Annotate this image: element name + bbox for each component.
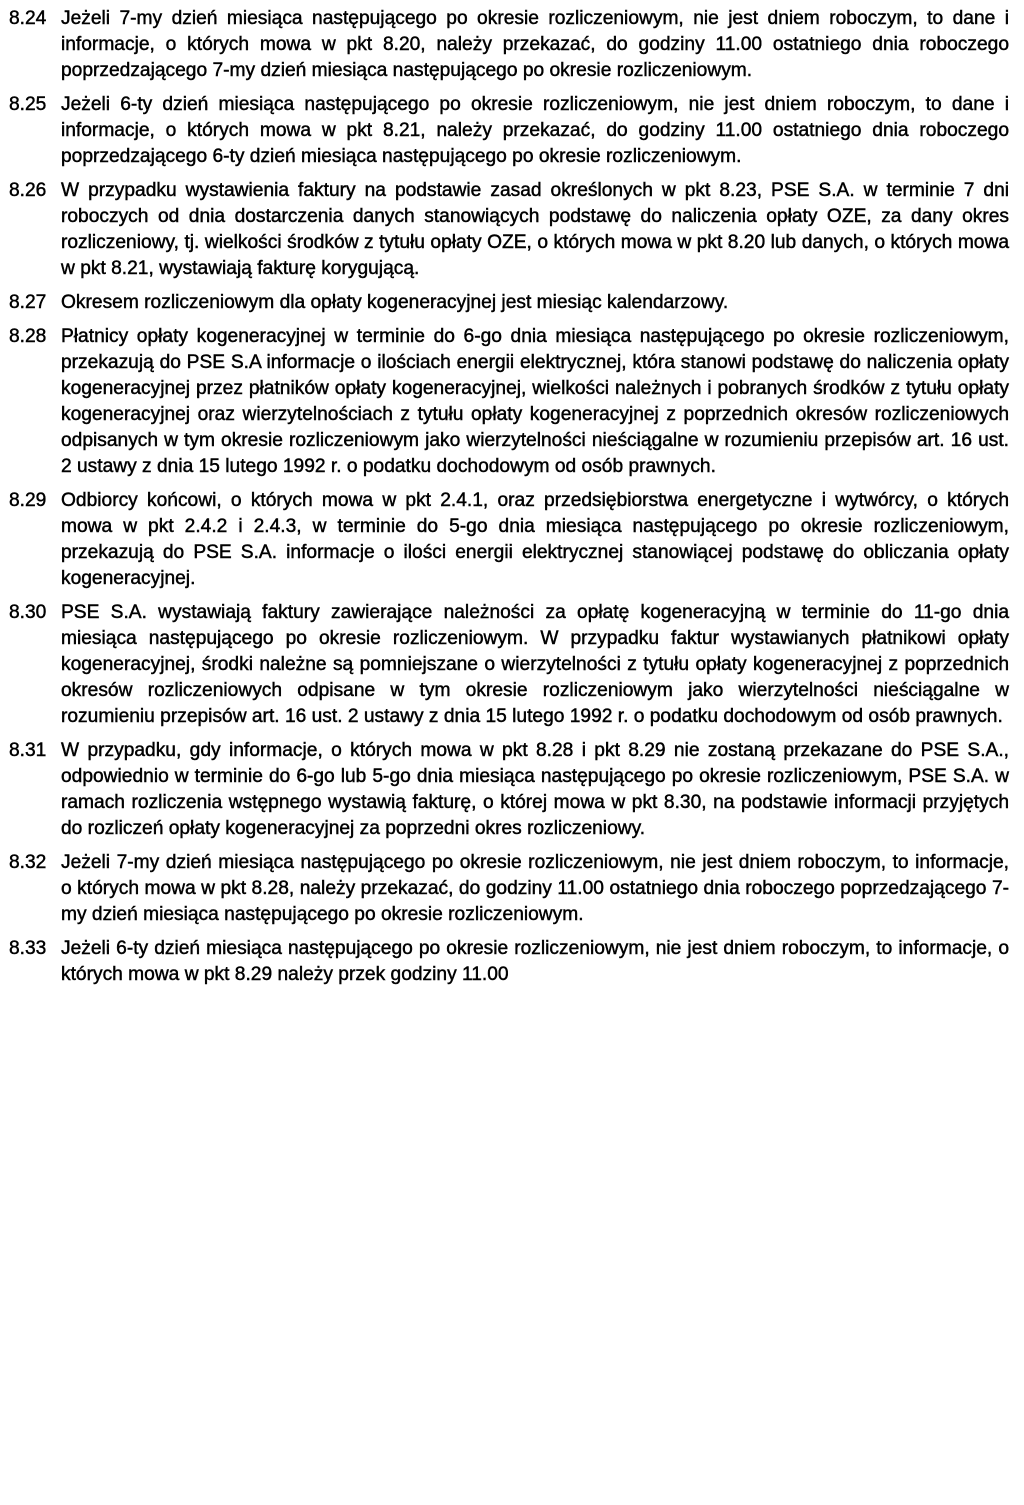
paragraph-8-27 bbox=[0, 290, 1024, 316]
paragraph-number: 8.28 bbox=[9, 326, 47, 347]
paragraph-text: Odbiorcy końcowi, o których mowa w pkt 2.4.1, oraz przedsiębiorstwa energetyczne i wytwórcy, o których mowa w pkt 2.4.2 i 2.4.3, w terminie do 5-go dnia miesiąca następującego po okresie rozliczeniowym, przekazują do PSE S.A. informacje o ilości energii elektrycznej stanowiącej podstawę do obliczania opłaty kogeneracyjnej. bbox=[61, 490, 1009, 589]
paragraph-text: Jeżeli 6-ty dzień miesiąca następującego po okresie rozliczeniowym, nie jest dniem roboczym, to informacje, o których mowa w pkt 8.29 należy przek godziny 11.00 bbox=[61, 938, 1009, 985]
paragraph-number: 8.33 bbox=[9, 938, 47, 959]
paragraph-text: Jeżeli 7-my dzień miesiąca następującego po okresie rozliczeniowym, nie jest dniem roboczym, to dane i informacje, o których mowa w pkt 8.20, należy przekazać, do godziny 11.00 ostatniego dnia roboczego poprzedzającego 7-my dzień miesiąca następującego po okresie rozliczeniowym. bbox=[61, 8, 1009, 81]
paragraph-text: PSE S.A. wystawiają faktury zawierające należności za opłatę kogeneracyjną w terminie do 11-go dnia miesiąca następującego po okresie rozliczeniowym. W przypadku faktur wystawianych płatnikowi opłaty kogeneracyjnej, środki należne są pomniejszane o wierzytelności z tytułu opłaty kogeneracyjnej z poprzednich okresów rozliczeniowych odpisane w tym okresie rozliczeniowym jako wierzytelności nieściągalne w rozumieniu przepisów art. 16 ust. 2 ustawy z dnia 15 lutego 1992 r. o podatku dochodowym od osób prawnych. bbox=[61, 602, 1009, 727]
paragraph-number: 8.24 bbox=[9, 8, 47, 29]
paragraph-number: 8.26 bbox=[9, 180, 47, 201]
paragraph-8-30 bbox=[0, 600, 1024, 730]
paragraph-text: W przypadku, gdy informacje, o których mowa w pkt 8.28 i pkt 8.29 nie zostaną przekazane do PSE S.A., odpowiednio w terminie do 6-go lub 5-go dnia miesiąca następującego po okresie rozliczeniowym, PSE S.A. w ramach rozliczenia wstępnego wystawią fakturę, o której mowa w pkt 8.30, na podstawie informacji przyjętych do rozliczeń opłaty kogeneracyjnej za poprzedni okres rozliczeniowy. bbox=[61, 740, 1009, 839]
paragraph-8-33 bbox=[0, 936, 1024, 988]
paragraph-text: Płatnicy opłaty kogeneracyjnej w terminie do 6-go dnia miesiąca następującego po okresie rozliczeniowym, przekazują do PSE S.A informacje o ilościach energii elektrycznej, która stanowi podstawę do naliczenia opłaty kogeneracyjnej przez płatników opłaty kogeneracyjnej, wielkości należnych i pobranych środków z tytułu opłaty kogeneracyjnej oraz wierzytelnościach z tytułu opłaty kogeneracyjnej z poprzednich okresów rozliczeniowych odpisanych w tym okresie rozliczeniowym jako wierzytelności nieściągalne w rozumieniu przepisów art. 16 ust. 2 ustawy z dnia 15 lutego 1992 r. o podatku dochodowym od osób prawnych. bbox=[61, 326, 1009, 477]
paragraph-number: 8.32 bbox=[9, 852, 47, 873]
paragraph-8-28 bbox=[0, 324, 1024, 480]
paragraph-8-32 bbox=[0, 850, 1024, 928]
paragraph-text: Okresem rozliczeniowym dla opłaty kogeneracyjnej jest miesiąc kalendarzowy. bbox=[61, 292, 729, 313]
paragraph-8-26 bbox=[0, 178, 1024, 282]
paragraph-8-29 bbox=[0, 488, 1024, 592]
paragraph-8-25 bbox=[0, 92, 1024, 170]
paragraph-number: 8.31 bbox=[9, 740, 47, 761]
paragraph-text: Jeżeli 7-my dzień miesiąca następującego po okresie rozliczeniowym, nie jest dniem roboczym, to informacje, o których mowa w pkt 8.28, należy przekazać, do godziny 11.00 ostatniego dnia roboczego poprzedzającego 7-my dzień miesiąca następującego po okresie rozliczeniowym. bbox=[61, 852, 1009, 925]
paragraph-number: 8.30 bbox=[9, 602, 47, 623]
paragraph-number: 8.29 bbox=[9, 490, 47, 511]
paragraph-number: 8.25 bbox=[9, 94, 47, 115]
paragraph-8-24 bbox=[0, 6, 1024, 84]
paragraph-8-31 bbox=[0, 738, 1024, 842]
paragraph-number: 8.27 bbox=[9, 292, 47, 313]
paragraph-text: Jeżeli 6-ty dzień miesiąca następującego po okresie rozliczeniowym, nie jest dniem roboczym, to dane i informacje, o których mowa w pkt 8.21, należy przekazać, do godziny 11.00 ostatniego dnia roboczego poprzedzającego 6-ty dzień miesiąca następującego po okresie rozliczeniowym. bbox=[61, 94, 1009, 167]
paragraph-text: W przypadku wystawienia faktury na podstawie zasad określonych w pkt 8.23, PSE S.A. w terminie 7 dni roboczych od dnia dostarczenia danych stanowiących podstawę do naliczenia opłaty OZE, za dany okres rozliczeniowy, tj. wielkości środków z tytułu opłaty OZE, o których mowa w pkt 8.20 lub danych, o których mowa w pkt 8.21, wystawiają fakturę korygującą. bbox=[61, 180, 1009, 279]
